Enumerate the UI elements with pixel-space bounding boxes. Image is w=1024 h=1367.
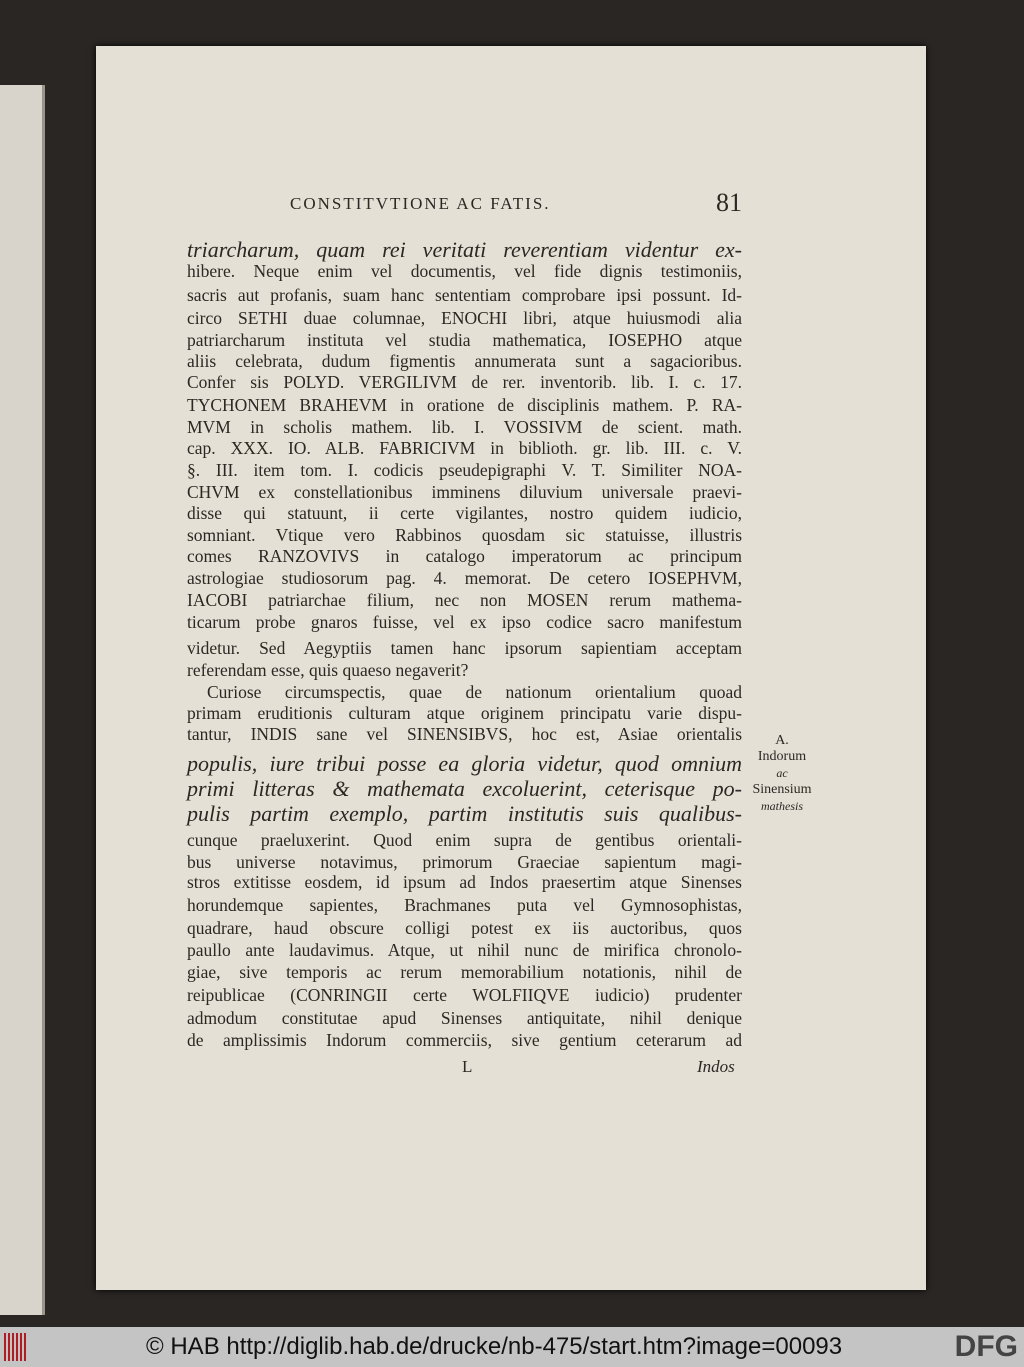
margin-note-line: Indorum <box>757 749 807 764</box>
text-line: somniant. Vtique vero Rabbinos quosdam sic statuisse, illustris <box>187 525 742 545</box>
text-line: CHVM ex constellationibus imminens diluvium universale praevi- <box>187 482 742 502</box>
dfg-logo: DFG <box>954 1330 1018 1363</box>
signature-mark: L <box>462 1057 473 1076</box>
text-line: primam eruditionis culturam atque originem principatu varie dispu- <box>187 703 742 723</box>
margin-note-line: Sinensium <box>752 782 812 797</box>
text-line: tantur, INDIS sane vel SINENSIBVS, hoc est, Asiae orientalis <box>187 724 742 744</box>
copyright-link[interactable]: © HAB http://diglib.hab.de/drucke/nb-475/start.htm?image=00093 <box>146 1333 843 1360</box>
text-line: referendam esse, quis quaeso negaverit? <box>187 660 469 680</box>
text-line: circo SETHI duae columnae, ENOCHI libri, atque huiusmodi alia <box>187 308 742 328</box>
text-line: admodum constitutae apud Sinenses antiquitate, nihil denique <box>187 1008 742 1028</box>
text-line: Confer sis POLYD. VERGILIVM de rer. inventorib. lib. I. c. 17. <box>187 372 742 392</box>
margin-note-line: A. <box>775 733 789 748</box>
catchword: Indos <box>697 1057 735 1076</box>
text-line: comes RANZOVIVS in catalogo imperatorum ac principum <box>187 546 742 566</box>
text-line: pulis partim exemplo, partim institutis suis qualibus- <box>187 801 742 826</box>
text-line: de amplissimis Indorum commerciis, sive gentium ceterarum ad <box>187 1030 742 1050</box>
text-line: horundemque sapientes, Brachmanes puta vel Gymnosophistas, <box>187 895 742 915</box>
text-line: primi litteras & mathemata excoluerint, ceterisque po- <box>187 776 742 801</box>
text-line: reipublicae (CONRINGII certe WOLFIIQVE iudicio) prudenter <box>187 985 742 1005</box>
text-line: cunque praeluxerint. Quod enim supra de gentibus orientali- <box>187 830 742 850</box>
margin-note-line: mathesis <box>761 799 803 813</box>
adjacent-page-edge <box>0 85 45 1315</box>
running-head: CONSTITVTIONE AC FATIS. <box>290 194 551 213</box>
text-line: stros extitisse eosdem, id ipsum ad Indos praesertim atque Sinenses <box>187 872 742 892</box>
text-line: patriarcharum instituta vel studia mathematica, IOSEPHO atque <box>187 330 742 350</box>
text-line: bus universe notavimus, primorum Graeciae sapientum magi- <box>187 852 742 872</box>
text-line: §. III. item tom. I. codicis pseudepigraphi V. T. Similiter NOA- <box>187 460 742 480</box>
text-line: populis, iure tribui posse ea gloria videtur, quod omnium <box>187 751 742 776</box>
text-line: astrologiae studiosorum pag. 4. memorat. De cetero IOSEPHVM, <box>187 568 742 588</box>
text-line: quadrare, haud obscure colligi potest ex iis auctoribus, quos <box>187 918 742 938</box>
margin-note <box>742 733 822 815</box>
text-line: triarcharum, quam rei veritati reverentiam videntur ex- <box>187 237 742 262</box>
text-line: ticarum probe gnaros fuisse, vel ex ipso codice sacro manifestum <box>187 612 742 632</box>
text-line: cap. XXX. IO. ALB. FABRICIVM in biblioth. gr. lib. III. c. V. <box>187 438 742 458</box>
text-line: disse qui statuunt, ii certe vigilantes, nostro quidem iudicio, <box>187 503 742 523</box>
text-line: IACOBI patriarchae filium, nec non MOSEN rerum mathema- <box>187 590 742 610</box>
text-line: paullo ante laudavimus. Atque, ut nihil nunc de mirifica chronolo- <box>187 940 742 960</box>
text-line: aliis celebrata, dudum figmentis annumerata sunt a sagacioribus. <box>187 351 742 371</box>
hab-logo-icon <box>4 1333 28 1361</box>
margin-note-line: ac <box>776 766 788 780</box>
text-line: TYCHONEM BRAHEVM in oratione de disciplinis mathem. P. RA- <box>187 395 742 415</box>
footer-bar <box>0 1327 1024 1367</box>
text-line: sacris aut profanis, suam hanc sententiam comprobare ipsi possunt. Id- <box>187 285 742 305</box>
text-line: hibere. Neque enim vel documentis, vel fide dignis testimoniis, <box>187 261 742 281</box>
text-line: Curiose circumspectis, quae de nationum orientalium quoad <box>207 682 742 702</box>
page-number: 81 <box>716 188 742 217</box>
text-line: MVM in scholis mathem. lib. I. VOSSIVM de scient. math. <box>187 417 742 437</box>
text-line: giae, sive temporis ac rerum memorabilium notationis, nihil de <box>187 962 742 982</box>
text-line: videtur. Sed Aegyptiis tamen hanc ipsorum sapientiam acceptam <box>187 638 742 658</box>
